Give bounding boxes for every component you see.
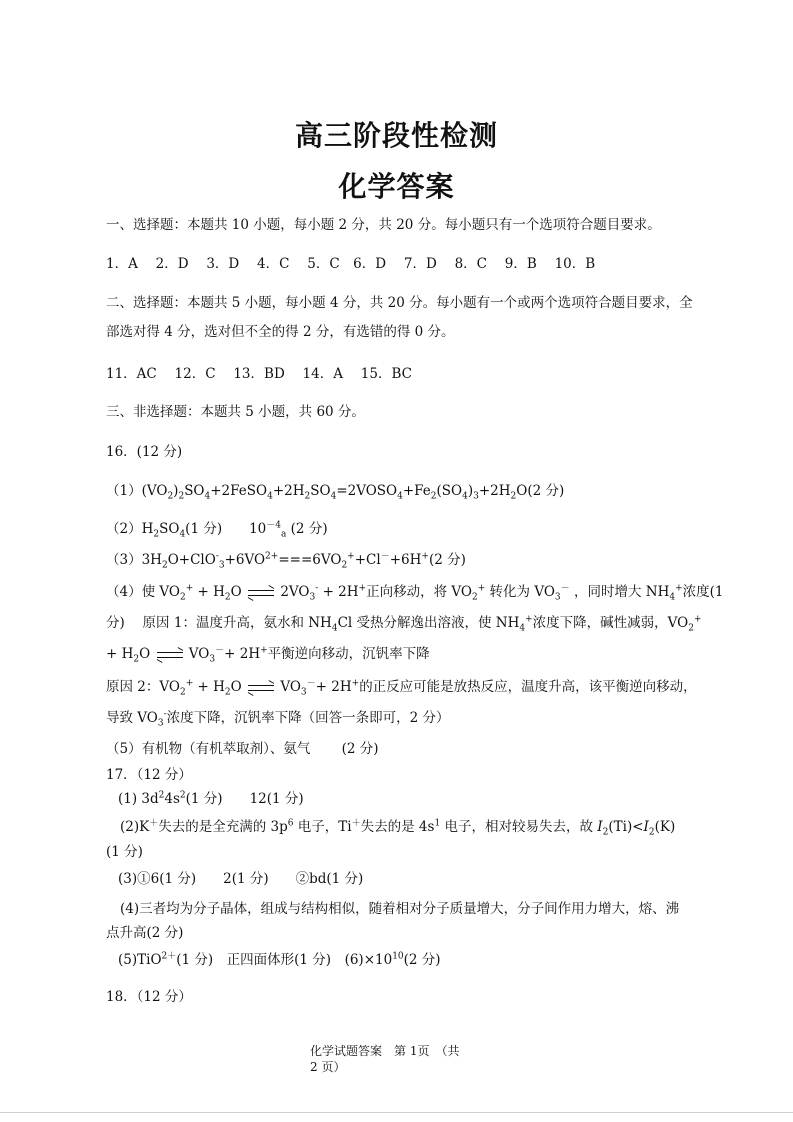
- q16-part3: $(3)3H_2O+ClO^-_3+6VO^{2+}===6VO_2^++Cl^-+6H^+(2$ 分): [106, 551, 466, 571]
- q17-label: 17．（12 分）: [106, 767, 192, 783]
- section2-heading-line2: 部选对得 4 分，选对但不全的得 2 分，有选错的得 0 分。: [106, 324, 455, 340]
- q16-part4-line5: 导致 $VO_3^-$浓度下降，沉钒率下降（回答一条即可，2 分）: [106, 709, 450, 729]
- q16-part4-line2: 分) 原因 1：温度升高，氨水和 $NH_4Cl$ 受热分解逸出溶液，使 $NH_4^+$浓度下降，碱性减弱，$VO_2^+$: [106, 614, 702, 634]
- section2-answers: 11．AC 12．C 13．BD 14．A 15．BC: [106, 366, 412, 382]
- q17-part1: (1) $3d^24s^2(1$ 分) 12(1 分): [118, 790, 304, 807]
- q16-part5: （5）有机物（有机萃取剂）、氨气 (2 分): [106, 741, 379, 757]
- q17-part2-line2: (1 分): [106, 844, 143, 860]
- section1-answers: 1．A 2．D 3．D 4．C 5．C 6．D 7．D 8．C 9．B 10．B: [106, 256, 596, 272]
- q17-part4-line1: (4)三者均为分子晶体，组成与结构相似，随着相对分子质量增大，分子间作用力增大，熔、沸: [120, 901, 680, 917]
- q16-part4-line3: + $H_2O$ $VO_3^-+ 2H^+$平衡逆向移动，沉钒率下降: [106, 645, 430, 665]
- section2-heading-line1: 二、选择题：本题共 5 小题，每小题 4 分，共 20 分。每小题有一个或两个选项符合题目要求，全: [106, 295, 693, 311]
- q16-part4-line4: 原因 2：$VO_2^+ + H_2O$ $VO_3^-+ 2H^+$的正反应可能是放热反应，温度升高，该平衡逆向移动，: [106, 678, 697, 698]
- q16-part1: $(1)(VO_2)_2SO_4+2FeSO_4+2H_2SO_4=2VOSO_4+Fe_2(SO_4)_3+2H_2O(2$ 分): [106, 483, 565, 502]
- q16-part2: $(2)H_2SO_4(1$ 分) $10^{-4}_a$ (2 分): [106, 520, 328, 540]
- section3-heading: 三、非选择题：本题共 5 小题，共 60 分。: [106, 404, 365, 420]
- section1-heading: 一、选择题：本题共 10 小题，每小题 2 分，共 20 分。每小题只有一个选项符合题目要求。: [106, 217, 661, 233]
- q16-label: 16．(12 分): [106, 444, 183, 460]
- q17-part5: (5)TiO$^{2+}$(1 分) 正四面体形(1 分) $(6)\times 10^{10}(2$ 分): [118, 951, 441, 968]
- q16-part4-line1: （4）使 $VO_2^+ + H_2O$ $2VO_3^- + 2H^+$正向移动，将 $VO_2^+$ 转化为 $VO_3^-$ ，同时增大 $NH_4^+$浓度(1: [106, 583, 724, 603]
- q18-label: 18．（12 分）: [106, 989, 192, 1005]
- document-title: 高三阶段性检测: [294, 119, 498, 152]
- q17-part2-line1: (2)K＋失去的是全充满的 $3p^6$ 电子，Ti＋失去的是 $4s^1$ 电子，相对较易失去，故 $I_2(Ti)<I_2(K)$: [120, 818, 676, 838]
- q17-part3: (3)①6(1 分) 2(1 分) ②bd(1 分): [118, 871, 364, 887]
- equilibrium-arrow-icon: [155, 650, 185, 660]
- equilibrium-arrow-icon: [246, 588, 276, 598]
- document-subtitle: 化学答案: [338, 170, 455, 203]
- page-footer-line2: 2 页）: [310, 1060, 346, 1074]
- equilibrium-arrow-icon: [246, 683, 276, 693]
- q17-part4-line2: 点升高(2 分): [106, 925, 184, 941]
- page-bottom-divider: [0, 1112, 793, 1113]
- page-footer-line1: 化学试题答案 第 1页 （共: [310, 1044, 460, 1058]
